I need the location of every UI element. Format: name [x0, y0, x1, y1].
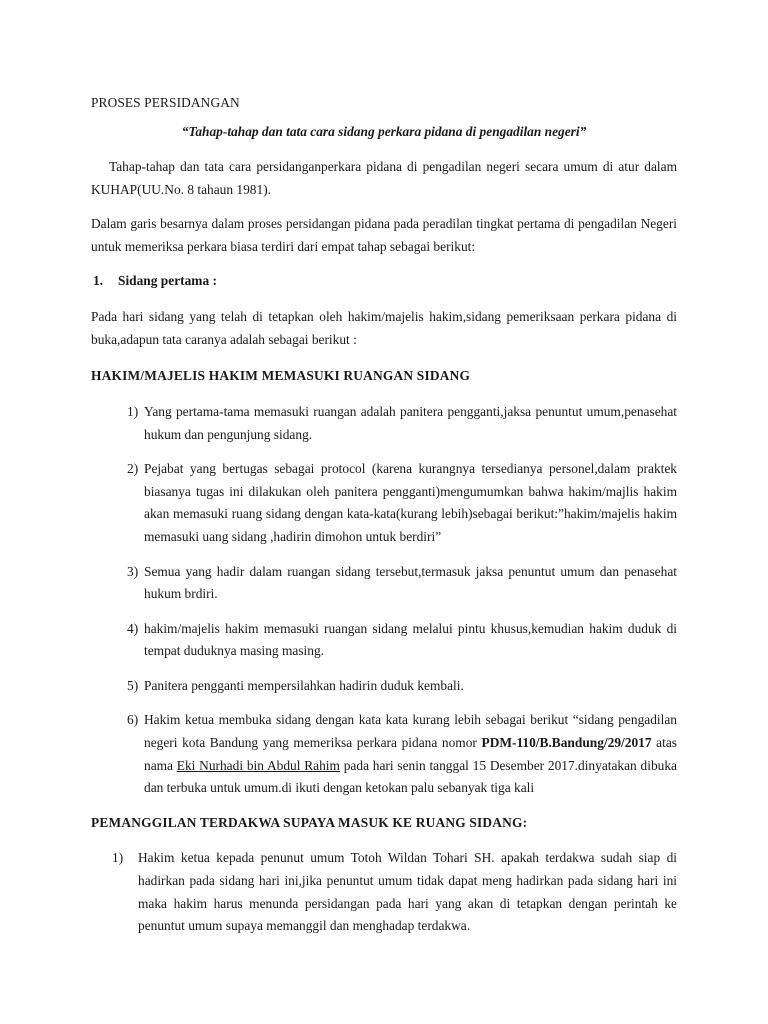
- procedure-list-b: [91, 847, 677, 937]
- intro-paragraph: Tahap-tahap dan tata cara persidanganperkara pidana di pengadilan negeri secara umum di atur dalam KUHAP(UU.No. 8 tahaun 1981).: [91, 159, 677, 197]
- list-marker: 6): [127, 712, 139, 728]
- list-item-text: pada hari senin tanggal 15 Desember 2017.dinyatakan dibuka dan terbuka untuk umum.di ikuti dengan ketokan palu sebanyak tiga kali: [144, 757, 677, 796]
- list-item: [91, 458, 677, 548]
- document-subtitle: “Tahap-tahap dan tata cara sidang perkara pidana di pengadilan negeri”: [181, 123, 587, 139]
- list-marker: 2): [127, 461, 139, 477]
- overview-paragraph: Dalam garis besarnya dalam proses persidangan pidana pada peradilan tingkat pertama di pengadilan Negeri untuk memeriksa perkara biasa terdiri dari empat tahap sebagai berikut:: [91, 216, 677, 254]
- list-item: [91, 561, 677, 606]
- list-item-text: Pejabat yang bertugas sebagai protocol (karena kurangnya tersedianya personel,dalam praktek biasanya tugas ini dilakukan oleh panitera pengganti)mengumumkan bahwa hakim/majlis hakim akan memasuki ruang sidang dengan kata-kata(kurang lebih)sebagai berikut:”hakim/majelis hakim memasuki uang sidang ,hadirin dimohon untuk berdiri”: [144, 461, 677, 544]
- heading-hakim-memasuki-ruangan: HAKIM/MAJELIS HAKIM MEMASUKI RUANGAN SIDANG: [91, 368, 471, 384]
- list-item-text: atas nama: [144, 735, 677, 773]
- section-paragraph: Pada hari sidang yang telah di tetapkan oleh hakim/majelis hakim,sidang pemeriksaan perkara pidana di buka,adapun tata caranya adalah sebagai berikut :: [91, 309, 677, 347]
- list-item: [91, 847, 677, 937]
- list-item: [91, 709, 677, 799]
- list-item-text: Semua yang hadir dalam ruangan sidang tersebut,termasuk jaksa penuntut umum dan penasehat hukum brdiri.: [144, 563, 677, 602]
- list-item: [91, 675, 677, 698]
- list-marker: 1): [112, 850, 124, 866]
- list-item: [91, 401, 677, 446]
- list-marker: 4): [127, 620, 139, 636]
- list-marker: 1): [127, 403, 139, 419]
- section-label: Sidang pertama :: [118, 272, 217, 288]
- section-number: 1.: [93, 272, 104, 288]
- list-item-text: hakim/majelis hakim memasuki ruangan sidang melalui pintu khusus,kemudian hakim duduk di tempat duduknya masing masing.: [144, 620, 677, 659]
- section-heading-sidang-pertama: [91, 270, 677, 293]
- heading-pemanggilan-terdakwa: PEMANGGILAN TERDAKWA SUPAYA MASUK KE RUANG SIDANG:: [91, 814, 528, 830]
- case-number: PDM-110/B.Bandung/29/2017: [481, 735, 652, 751]
- procedure-list-a: [91, 401, 677, 800]
- document-title: PROSES PERSIDANGAN: [91, 95, 240, 110]
- defendant-name: Eki Nurhadi bin Abdul Rahim: [176, 757, 340, 773]
- list-item-text: Hakim ketua membuka sidang dengan kata kata kurang lebih sebagai berikut “sidang pengadilan negeri kota Bandung yang memeriksa perkara pidana nomor: [144, 712, 677, 751]
- list-item-text: Panitera pengganti mempersilahkan hadirin duduk kembali.: [144, 677, 464, 693]
- list-marker: 5): [127, 677, 139, 693]
- list-item: [91, 618, 677, 663]
- list-item-text: Yang pertama-tama memasuki ruangan adalah panitera pengganti,jaksa penuntut umum,penasehat hukum dan pengunjung sidang.: [144, 403, 677, 442]
- list-item-text: Hakim ketua kepada penunut umum Totoh Wildan Tohari SH. apakah terdakwa sudah siap di hadirkan pada sidang hari ini,jika penuntut umum tidak dapat meng hadirkan pada sidang hari ini maka hakim harus menunda persidangan pada hari yang akan di tetapkan dengan perintah ke penuntut umum supaya memanggil dan menghadap terdakwa.: [138, 850, 677, 934]
- list-marker: 3): [127, 563, 139, 579]
